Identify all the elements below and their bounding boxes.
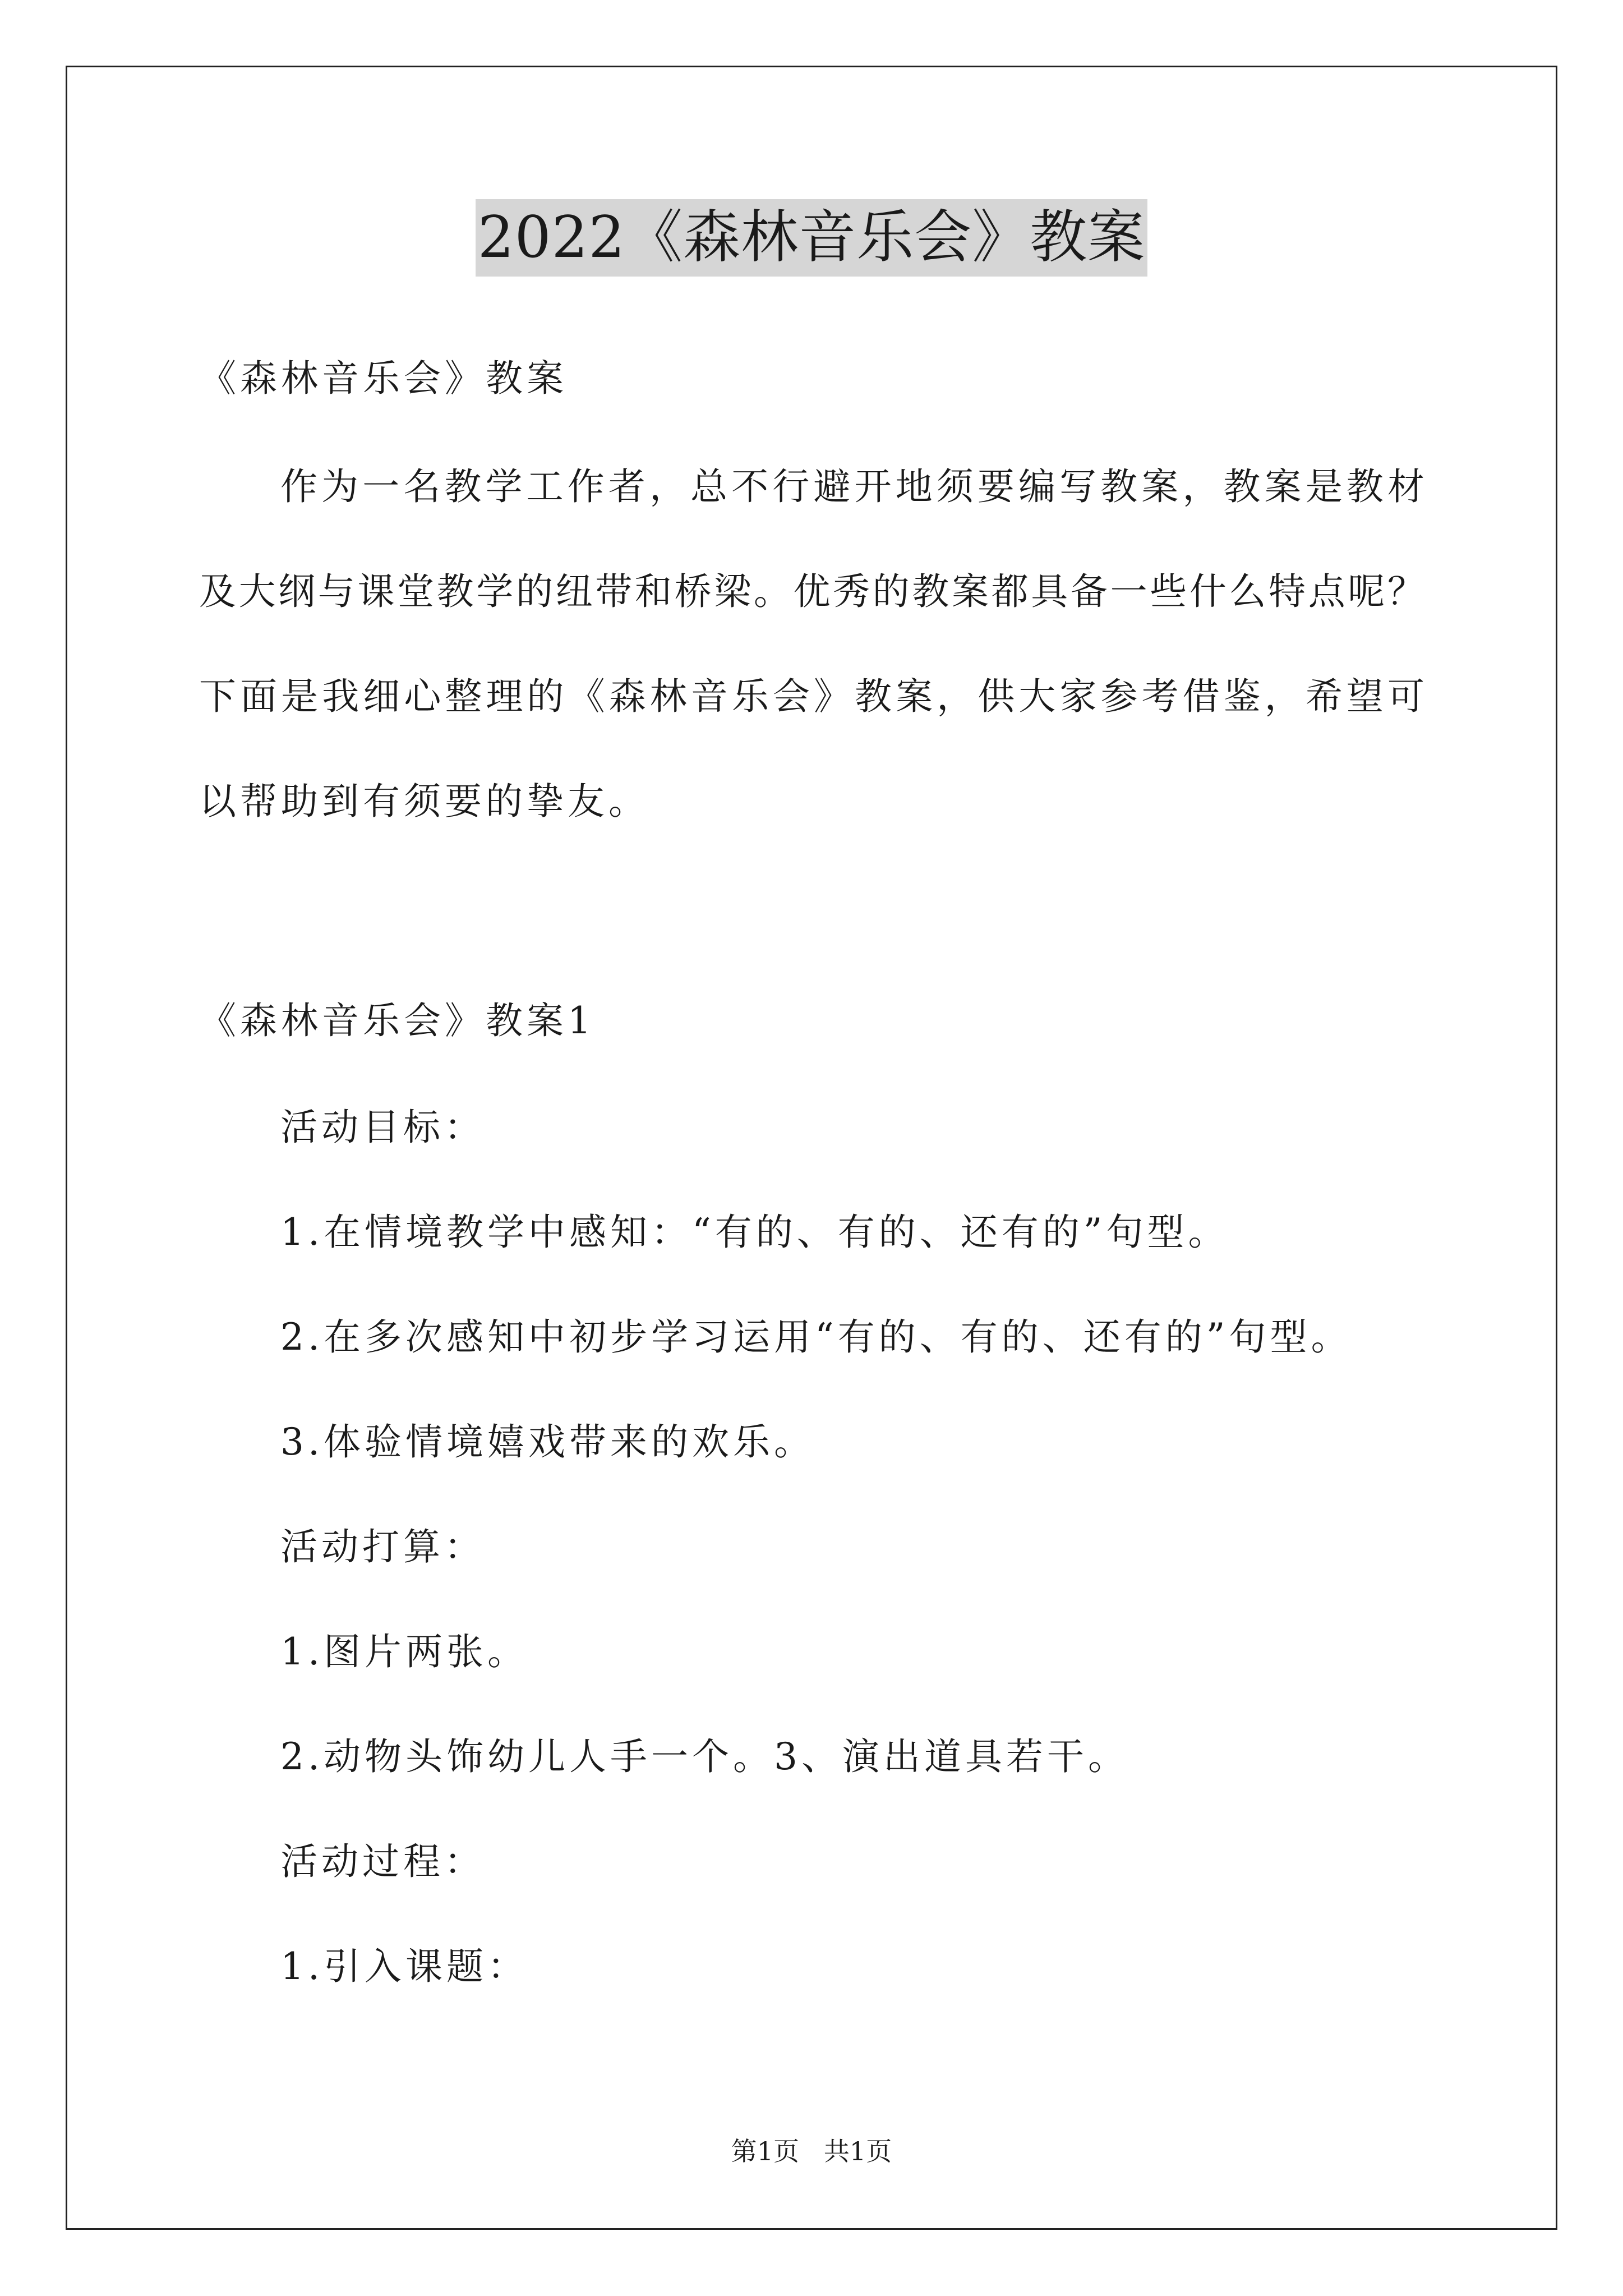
document-subtitle: 《森林音乐会》教案 [199,357,568,400]
intro-line-1: 作为一名教学工作者，总不行避开地须要编写教案，教案是教材 [280,465,1424,508]
section-heading: 《森林音乐会》教案1 [199,999,595,1042]
body-line-8: 活动过程： [280,1840,485,1883]
intro-line-3: 下面是我细心整理的《森林音乐会》教案，供大家参考借鉴，希望可 [199,675,1424,718]
page-footer: 第1页 共1页 [731,2136,892,2166]
body-line-9: 1.引入课题： [280,1945,528,1988]
body-line-1: 活动目标： [280,1106,485,1149]
intro-line-2: 及大纲与课堂教学的纽带和桥梁。优秀的教案都具备一些什么特点呢？ [199,570,1424,613]
body-line-3: 2.在多次感知中初步学习运用“有的、有的、还有的”句型。 [280,1315,1352,1359]
body-line-2: 1.在情境教学中感知：“有的、有的、还有的”句型。 [280,1211,1229,1254]
title-container [0,199,1623,277]
document-title: 2022《森林音乐会》教案 [476,199,1148,277]
body-line-6: 1.图片两张。 [280,1630,528,1673]
body-line-5: 活动打算： [280,1525,485,1568]
body-line-7: 2.动物头饰幼儿人手一个。3、演出道具若干。 [280,1735,1129,1778]
body-line-4: 3.体验情境嬉戏带来的欢乐。 [280,1420,815,1464]
intro-line-4: 以帮助到有须要的挚友。 [199,780,649,823]
